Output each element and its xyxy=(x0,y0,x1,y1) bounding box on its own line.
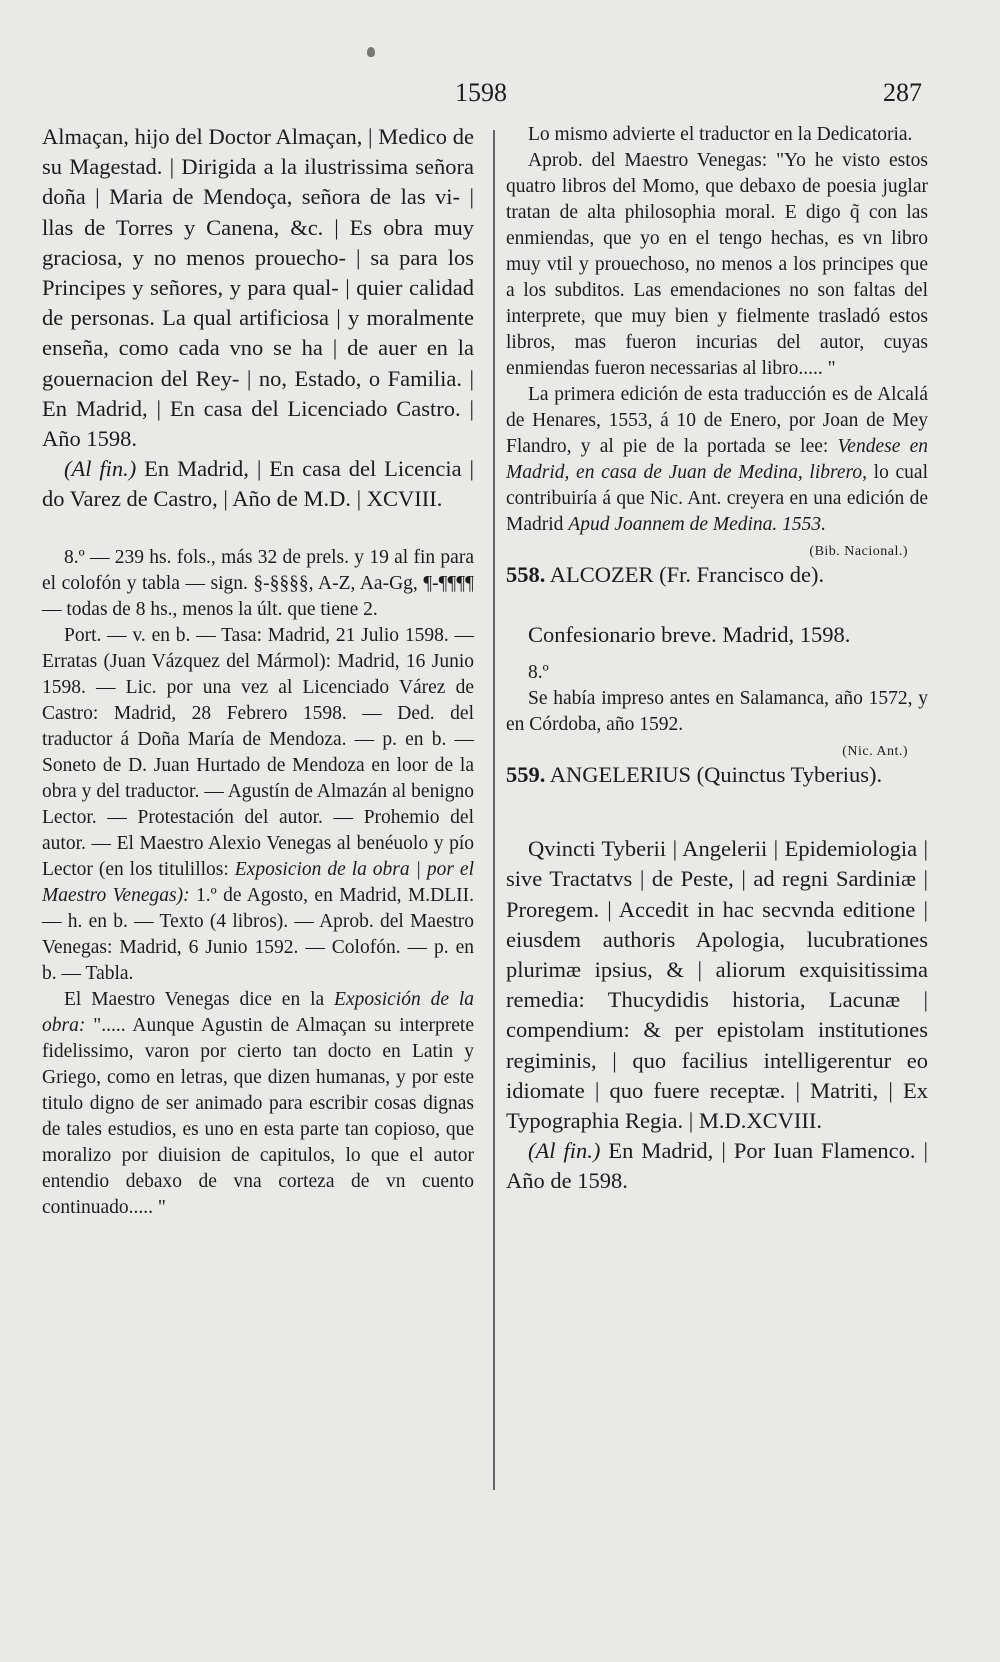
edition-italic-1: Vendese en Madrid, en casa de Juan de Medina, librero, xyxy=(506,436,928,483)
page-header xyxy=(0,78,1000,110)
source-citation: (Nic. Ant.) xyxy=(842,744,908,760)
quote-text: "..... Aunque Agustin de Almaçan su interprete fidelissimo, varon por cierto tan docto en Latin y Griego, como en letras, que dizen humanas, y por este titulo digno de ser animado para escribir cosas dignas de tales estudios, es uno en esta parte tan copioso, que moralizo por diuision de capitulos, lo que el autor entendio debaxo de vna corteza de vn cuento continuado..... " xyxy=(42,1014,474,1218)
running-head-year: 1598 xyxy=(455,78,507,107)
edition-text-2: lo cual contribuiría á que Nic. Ant. creyera en una edición de Madrid xyxy=(506,462,928,535)
collation: 8.º — 239 hs. fols., más 32 de prels. y 19 al fin para el colofón y tabla — sign. §-§§§§, A-Z, Aa-Gg, ¶-¶¶¶¶ — todas de 8 hs., menos la últ. que tiene 2. xyxy=(42,546,474,620)
first-edition-note xyxy=(506,382,928,538)
colophon xyxy=(42,454,474,514)
entry-559-title: Qvincti Tyberii | Angelerii | Epidemiologia | sive Tractatvs | de Peste, | ad regni Sardiniæ | Proregem. | Accedit in hac secvnda editione | eiusdem authoris Apologia, lucubrationes plurimæ ipsius, & | aliorum exquisitissima remedia: Thucydidis historia, Lacunæ | compendium: & per epistolam institutiones regiminis, | quo facilius intelligerentur eo idiomate | quo fuere receptæ. | Matriti, | Ex Typographia Regia. | M.D.XCVIII. xyxy=(506,836,928,1134)
quote-intro: El Maestro Venegas dice en la xyxy=(64,988,335,1010)
column-divider xyxy=(493,130,495,1490)
edition-text-1: La primera edición de esta traducción es de Alcalá de Henares, 1553, á 10 de Enero, por Joan de Mey Flandro, y al pie de la portada se lee: xyxy=(506,384,928,457)
title-transcription: Almaçan, hijo del Doctor Almaçan, | Medico de su Magestad. | Dirigida a la ilustrissima señora doña | Maria de Mendoça, señora de las vi- | llas de Torres y Canena, &c. | Es obra muy graciosa, y no menos prouecho- | sa para los Principes y señores, y para qual- | quier calidad de personas. La qual artificiosa | y moralmente enseña, como cada vno se ha | de auer en la gouernacion del Rey- | no, Estado, o Familia. | En Madrid, | En casa del Licenciado Castro. | Año 1598. xyxy=(42,124,474,452)
entry-558-format: 8.º xyxy=(528,662,549,684)
entry-559-number: 559. xyxy=(506,762,546,788)
source-citation: (Bib. Nacional.) xyxy=(809,544,908,559)
dedication-note: Lo mismo advierte el traductor en la Dedicatoria. xyxy=(528,124,913,145)
left-column xyxy=(42,122,474,1221)
contents-italic: Exposicion de la obra | por el Maestro Venegas): xyxy=(42,858,474,906)
entry-558-number: 558. xyxy=(506,562,546,587)
contents-description xyxy=(42,623,474,987)
entry-559-colophon-text: En Madrid, | Por Iuan Flamenco. | Año de 1598. xyxy=(506,1138,929,1194)
ink-speck xyxy=(367,47,375,57)
entry-558-heading xyxy=(506,560,928,590)
entry-559-author: ANGELERIUS (Quinctus Tyberius). xyxy=(545,762,883,788)
quote-italic: Exposición de la obra: xyxy=(42,988,475,1036)
entry-559-colophon xyxy=(506,1136,928,1196)
entry-558-author: ALCOZER (Fr. Francisco de). xyxy=(545,562,825,587)
contents-text-2: 1.º de Agosto, en Madrid, M.DLII. — h. en b. — Texto (4 libros). — Aprob. del Maestro Venegas: Madrid, 6 Junio 1592. — Colofón. — p. en b. — Tabla. xyxy=(42,884,475,984)
entry-558-title: Confesionario breve. Madrid, 1598. xyxy=(528,622,851,647)
venegas-quote xyxy=(42,987,474,1221)
contents-text-1: Port. — v. en b. — Tasa: Madrid, 21 Julio 1598. — Erratas (Juan Vázquez del Mármol): Madrid, 16 Junio 1598. — Lic. por una vez al Licenciado Várez de Castro: Madrid, 28 Febrero 1598. — Ded. del traductor á Doña María de Mendoza. — p. en b. — Soneto de D. Juan Hurtado de Mendoza en loor de la obra y del traductor. — Agustín de Almazán al benigno Lector. — Protestación del autor. — Prohemio del autor. — El Maestro Alexio Venegas al benéuolo y pío Lector (en los titulillos: xyxy=(42,624,474,880)
page-number: 287 xyxy=(883,78,922,107)
colophon-text: En Madrid, | En casa del Licencia | do Varez de Castro, | Año de M.D. | XCVIII. xyxy=(42,456,474,512)
right-column xyxy=(506,122,928,1197)
edition-italic-2: Apud Joannem de Medina. 1553. xyxy=(568,514,827,535)
colophon-label: (Al fin.) xyxy=(64,456,137,482)
entry-558-note: Se había impreso antes en Salamanca, año 1572, y en Córdoba, año 1592. xyxy=(506,688,928,736)
entry-559-colophon-label: (Al fin.) xyxy=(528,1138,601,1164)
entry-559-heading xyxy=(506,760,928,790)
approbation: Aprob. del Maestro Venegas: "Yo he visto estos quatro libros del Momo, que debaxo de poesia juglar tratan de alta philosophia moral. E digo q̃ con las enmiendas, que yo en el tengo hechas, es vn libro muy vtil y prouechoso, no menos a los principes que a los subditos. Las emendaciones no son faltas del interprete, que muy bien y fielmente trasladó estos libros, mas fueron incurias del autor, cuyas enmiendas fueron necessarias al libro..... " xyxy=(506,150,928,379)
